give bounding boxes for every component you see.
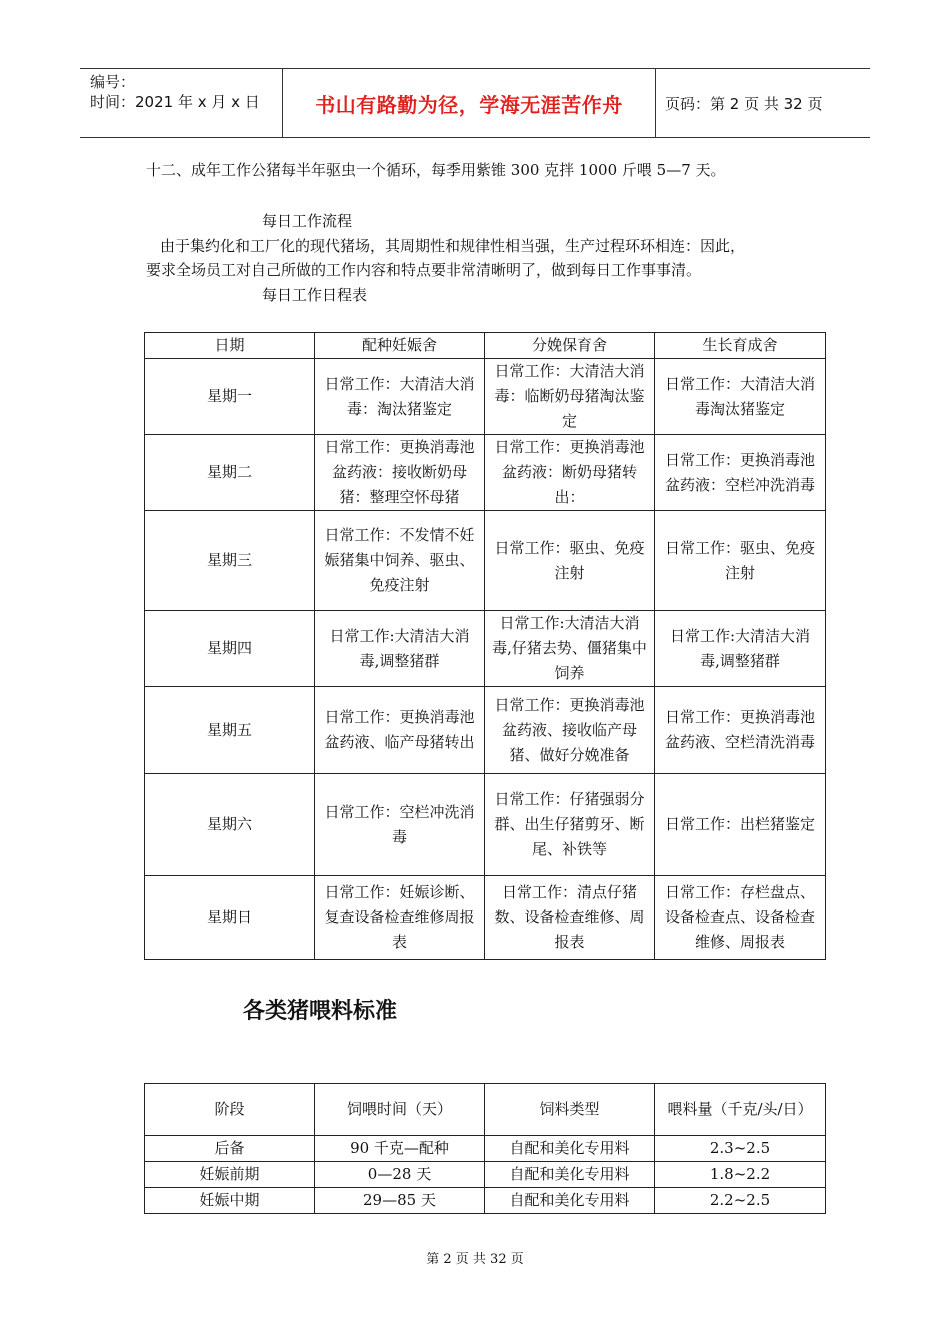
task-cell: 日常工作:大清洁大消毒,调整猪群 bbox=[315, 611, 485, 687]
task-cell: 日常工作：清点仔猪数、设备检查维修、周报表 bbox=[485, 876, 655, 960]
flow-title: 每日工作流程 bbox=[262, 212, 353, 230]
day-cell: 星期日 bbox=[145, 876, 315, 960]
table-row bbox=[145, 774, 826, 876]
task-cell: 日常工作：大清洁大消毒淘汰猪鉴定 bbox=[655, 359, 826, 435]
feed-type-cell: 自配和美化专用料 bbox=[485, 1136, 655, 1162]
day-cell: 星期五 bbox=[145, 687, 315, 774]
task-cell: 日常工作:大清洁大消毒,仔猪去势、僵猪集中饲养 bbox=[485, 611, 655, 687]
daily-schedule-table bbox=[144, 332, 826, 960]
task-cell: 日常工作：更换消毒池盆药液：空栏冲洗消毒 bbox=[655, 435, 826, 511]
feeding-standard-table bbox=[144, 1083, 826, 1214]
day-cell: 星期四 bbox=[145, 611, 315, 687]
stage-cell: 妊娠中期 bbox=[145, 1188, 315, 1214]
task-cell: 日常工作：更换消毒池盆药液：断奶母猪转出： bbox=[485, 435, 655, 511]
task-cell: 日常工作：驱虫、免疫注射 bbox=[655, 511, 826, 611]
day-cell: 星期三 bbox=[145, 511, 315, 611]
task-cell: 日常工作：更换消毒池盆药液：接收断奶母猪：整理空怀母猪 bbox=[315, 435, 485, 511]
duration-cell: 0—28 天 bbox=[315, 1162, 485, 1188]
table-row bbox=[145, 359, 826, 435]
task-cell: 日常工作：更换消毒池盆药液、空栏清洗消毒 bbox=[655, 687, 826, 774]
document-header bbox=[80, 68, 870, 138]
column-header: 饲喂时间（天） bbox=[315, 1084, 485, 1136]
table-header-row bbox=[145, 1084, 826, 1136]
date-line: 时间：2021 年 x 月 x 日 bbox=[90, 93, 260, 111]
table-row bbox=[145, 435, 826, 511]
duration-cell: 29—85 天 bbox=[315, 1188, 485, 1214]
task-cell: 日常工作：更换消毒池盆药液、接收临产母猪、做好分娩准备 bbox=[485, 687, 655, 774]
table-row bbox=[145, 511, 826, 611]
intro-line-2: 要求全场员工对自己所做的工作内容和特点要非常清晰明了，做到每日工作事事清。 bbox=[146, 261, 702, 279]
duration-cell: 90 千克—配种 bbox=[315, 1136, 485, 1162]
page-footer: 第 2 页 共 32 页 bbox=[426, 1252, 524, 1267]
intro-line-1: 由于集约化和工厂化的现代猪场，其周期性和规律性相当强，生产过程环环相连：因此， bbox=[160, 237, 746, 255]
feed-type-cell: 自配和美化专用料 bbox=[485, 1188, 655, 1214]
task-cell: 日常工作：仔猪强弱分群、出生仔猪剪牙、断尾、补铁等 bbox=[485, 774, 655, 876]
feeding-standard-heading: 各类猪喂料标准 bbox=[243, 999, 398, 1024]
item-twelve-text: 十二、成年工作公猪每半年驱虫一个循环，每季用紫锥 300 克拌 1000 斤喂 5—7 天。 bbox=[146, 161, 726, 179]
stage-cell: 妊娠前期 bbox=[145, 1162, 315, 1188]
task-cell: 日常工作：妊娠诊断、复查设备检查维修周报表 bbox=[315, 876, 485, 960]
table-row bbox=[145, 687, 826, 774]
table-row bbox=[145, 1136, 826, 1162]
feed-amount-cell: 2.3~2.5 bbox=[655, 1136, 826, 1162]
day-cell: 星期一 bbox=[145, 359, 315, 435]
feed-type-cell: 自配和美化专用料 bbox=[485, 1162, 655, 1188]
column-header: 配种妊娠舍 bbox=[315, 333, 485, 359]
schedule-title: 每日工作日程表 bbox=[262, 286, 368, 304]
column-header: 饲料类型 bbox=[485, 1084, 655, 1136]
table-header-row bbox=[145, 333, 826, 359]
stage-cell: 后备 bbox=[145, 1136, 315, 1162]
header-page-info: 页码：第 2 页 共 32 页 bbox=[665, 94, 823, 113]
column-header: 日期 bbox=[145, 333, 315, 359]
day-cell: 星期六 bbox=[145, 774, 315, 876]
task-cell: 日常工作：更换消毒池盆药液、临产母猪转出 bbox=[315, 687, 485, 774]
task-cell: 日常工作：大清洁大消毒：临断奶母猪淘汰鉴定 bbox=[485, 359, 655, 435]
header-motto: 书山有路勤为径，学海无涯苦作舟 bbox=[282, 69, 656, 137]
column-header: 阶段 bbox=[145, 1084, 315, 1136]
table-row bbox=[145, 876, 826, 960]
task-cell: 日常工作：不发情不妊娠猪集中饲养、驱虫、免疫注射 bbox=[315, 511, 485, 611]
column-header: 喂料量（千克/头/日） bbox=[655, 1084, 826, 1136]
number-label: 编号： bbox=[90, 73, 136, 91]
task-cell: 日常工作：出栏猪鉴定 bbox=[655, 774, 826, 876]
task-cell: 日常工作：大清洁大消毒：淘汰猪鉴定 bbox=[315, 359, 485, 435]
table-row bbox=[145, 1162, 826, 1188]
column-header: 分娩保育舍 bbox=[485, 333, 655, 359]
header-meta-cell bbox=[80, 69, 282, 137]
feed-amount-cell: 1.8~2.2 bbox=[655, 1162, 826, 1188]
feed-amount-cell: 2.2~2.5 bbox=[655, 1188, 826, 1214]
table-row bbox=[145, 1188, 826, 1214]
column-header: 生长育成舍 bbox=[655, 333, 826, 359]
table-row bbox=[145, 611, 826, 687]
task-cell: 日常工作:大清洁大消毒,调整猪群 bbox=[655, 611, 826, 687]
task-cell: 日常工作：存栏盘点、设备检查点、设备检查维修、周报表 bbox=[655, 876, 826, 960]
day-cell: 星期二 bbox=[145, 435, 315, 511]
task-cell: 日常工作：空栏冲洗消毒 bbox=[315, 774, 485, 876]
task-cell: 日常工作：驱虫、免疫注射 bbox=[485, 511, 655, 611]
